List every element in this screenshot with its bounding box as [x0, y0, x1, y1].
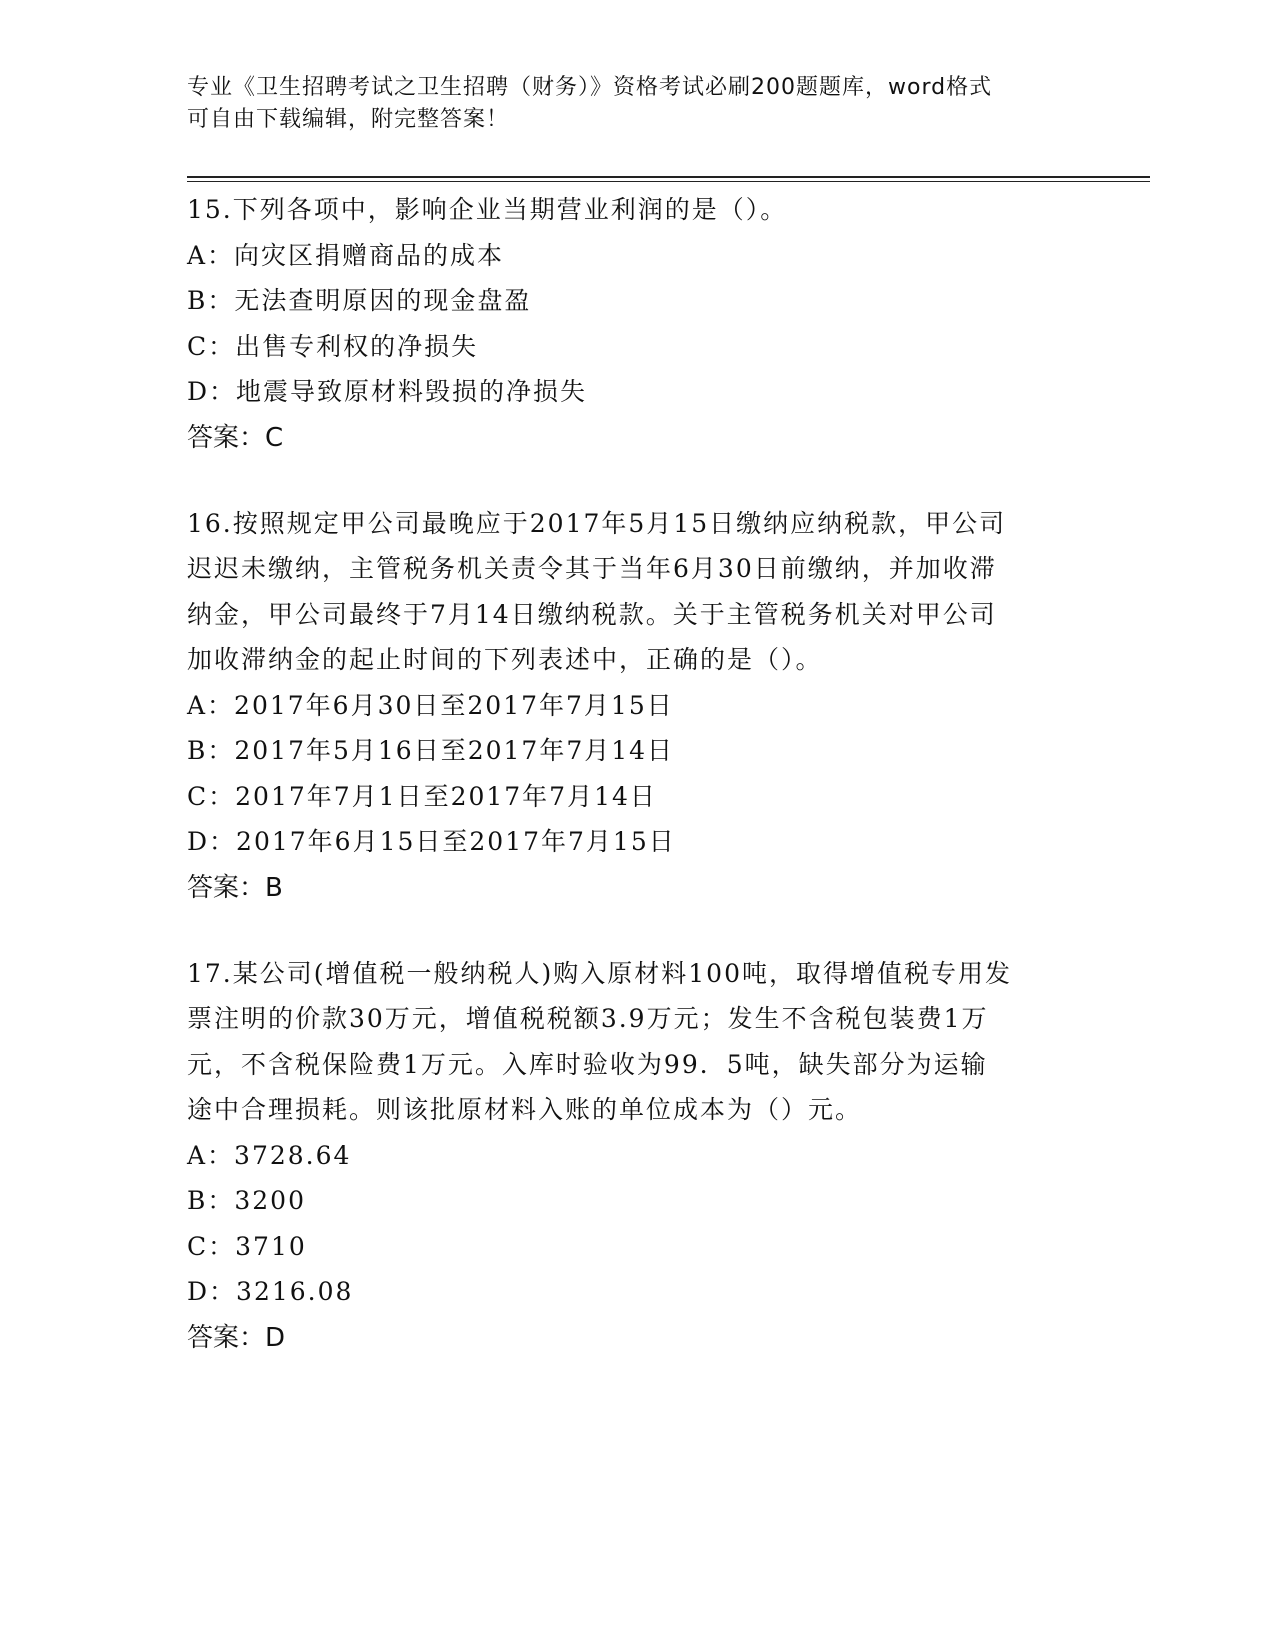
header-divider-thin: [187, 181, 1150, 182]
question-17: [187, 951, 1087, 1361]
question-stem-line: 15.下列各项中，影响企业当期营业利润的是（）。: [187, 195, 788, 224]
question-stem-line: 纳金，甲公司最终于7月14日缴纳税款。关于主管税务机关对甲公司: [187, 599, 997, 629]
question-16: [187, 501, 1087, 911]
answer: 答案：B: [187, 872, 283, 903]
option-a: A：3728.64: [187, 1140, 352, 1170]
question-stem-line: 加收滞纳金的起止时间的下列表述中，正确的是（）。: [187, 645, 823, 674]
option-b: B：3200: [187, 1186, 306, 1215]
question-stem-line: 迟迟未缴纳，主管税务机关责令其于当年6月30日前缴纳，并加收滞: [187, 554, 997, 583]
option-b: B：无法查明原因的现金盘盈: [187, 286, 532, 315]
option-a: A：向灾区捐赠商品的成本: [187, 240, 505, 270]
question-stem-line: 票注明的价款30万元，增值税税额3.9万元；发生不含税包装费1万: [187, 1004, 989, 1033]
option-d: D：地震导致原材料毁损的净损失: [187, 377, 588, 406]
option-d: D：2017年6月15日至2017年7月15日: [187, 827, 676, 856]
answer: 答案：D: [187, 1322, 286, 1353]
option-c: C：2017年7月1日至2017年7月14日: [187, 781, 657, 811]
option-c: C：3710: [187, 1231, 307, 1261]
header-line-2: 可自由下载编辑，附完整答案！: [187, 107, 510, 132]
option-b: B：2017年5月16日至2017年7月14日: [187, 736, 675, 765]
question-stem-line: 元，不含税保险费1万元。入库时验收为99．5吨，缺失部分为运输: [187, 1049, 988, 1079]
question-15: [187, 187, 1087, 461]
question-stem-line: 16.按照规定甲公司最晚应于2017年5月15日缴纳应纳税款，甲公司: [187, 508, 1007, 538]
option-a: A：2017年6月30日至2017年7月15日: [187, 690, 674, 720]
document-header: [187, 72, 1067, 136]
header-line-1: 专业《卫生招聘考试之卫生招聘（财务）》资格考试必刷200题题库，word格式: [187, 75, 993, 100]
header-divider-thick: [187, 176, 1150, 178]
question-list: [187, 187, 1087, 1401]
question-stem-line: 途中合理损耗。则该批原材料入账的单位成本为（）元。: [187, 1095, 863, 1124]
answer: 答案：C: [187, 422, 284, 453]
question-stem-line: 17.某公司(增值税一般纳税人)购入原材料100吨，取得增值税专用发: [187, 958, 1012, 988]
option-d: D：3216.08: [187, 1277, 354, 1306]
option-c: C：出售专利权的净损失: [187, 331, 479, 361]
